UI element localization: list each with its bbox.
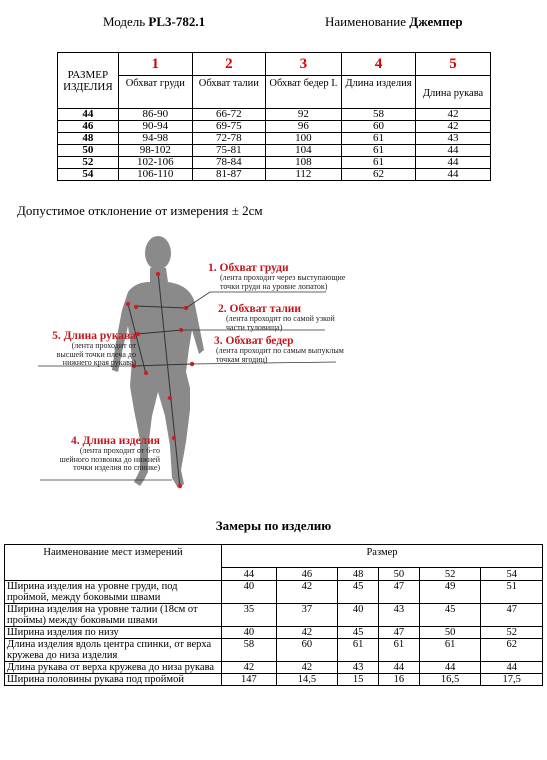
measurement-value: 44 (419, 662, 481, 674)
size-cell: 50 (58, 145, 119, 157)
size-row (58, 121, 491, 133)
value-cell: 44 (416, 157, 491, 169)
col-num: 4 (341, 53, 415, 76)
legend-desc: точки изделия по спинке) (73, 463, 160, 472)
measurement-name: Ширина изделия на уровне талии (18см от проймы) между боковыми швами (5, 604, 222, 627)
size-row (58, 169, 491, 181)
name-value: Джемпер (409, 14, 463, 29)
value-cell: 58 (341, 109, 415, 121)
value-cell: 60 (341, 121, 415, 133)
measurement-value: 45 (338, 581, 379, 604)
legend-desc: шейного позвонка до нижней (59, 454, 160, 464)
table-row (5, 639, 543, 662)
size-col-header: 54 (481, 568, 543, 581)
measurement-value: 44 (379, 662, 420, 674)
size-col-header: 50 (379, 568, 420, 581)
value-cell: 102-106 (118, 157, 192, 169)
col-num: 3 (265, 53, 341, 76)
legend-desc: (лента проходит от (71, 341, 136, 350)
legend-desc: точки груди на уровне лопаток) (220, 281, 328, 291)
measurement-value: 61 (419, 639, 481, 662)
size-table (57, 52, 491, 181)
measurement-value: 37 (276, 604, 338, 627)
measurement-value: 42 (276, 581, 338, 604)
size-row (58, 145, 491, 157)
table-row (5, 674, 543, 686)
measurement-value: 42 (276, 627, 338, 639)
measurement-value: 47 (379, 627, 420, 639)
legend-waist (218, 303, 335, 332)
legend-sleeve (40, 330, 136, 368)
value-cell: 78-84 (192, 157, 265, 169)
size-cell: 46 (58, 121, 119, 133)
measurement-value: 49 (419, 581, 481, 604)
size-header: Размер (222, 545, 543, 568)
measurement-value: 58 (222, 639, 277, 662)
size-row (58, 133, 491, 145)
value-cell: 44 (416, 169, 491, 181)
measurement-value: 40 (222, 581, 277, 604)
measurement-name: Ширина изделия по низу (5, 627, 222, 639)
measurement-name: Ширина изделия на уровне груди, под проймой, между боковыми швами (5, 581, 222, 604)
legend-desc: (лента проходит по самой узкой (226, 314, 335, 323)
legend-length (46, 435, 160, 473)
value-cell: 72-78 (192, 133, 265, 145)
value-cell: 92 (265, 109, 341, 121)
measurement-value: 40 (338, 604, 379, 627)
name-line (325, 14, 463, 30)
legend-desc: части туловища) (226, 322, 283, 332)
legend-desc: высшей точки плеча до (56, 349, 136, 359)
col-label: Длина изделия (341, 76, 415, 109)
measurement-value: 16,5 (419, 674, 481, 686)
measurement-value: 61 (338, 639, 379, 662)
measurement-name: Длина рукава от верха кружева до низа рукава (5, 662, 222, 674)
measurement-value: 35 (222, 604, 277, 627)
size-cell: 52 (58, 157, 119, 169)
value-cell: 75-81 (192, 145, 265, 157)
col-label: Обхват талии (192, 76, 265, 109)
value-cell: 90-94 (118, 121, 192, 133)
size-col-header: 46 (276, 568, 338, 581)
size-col-header: 52 (419, 568, 481, 581)
value-cell: 106-110 (118, 169, 192, 181)
value-cell: 86-90 (118, 109, 192, 121)
product-measurements-title: Замеры по изделию (215, 518, 332, 533)
measurement-name: Длина изделия вдоль центра спинки, от верха кружева до низа изделия (5, 639, 222, 662)
measurement-value: 47 (379, 581, 420, 604)
measurement-value: 45 (419, 604, 481, 627)
col-num: 1 (118, 53, 192, 76)
measurement-value: 40 (222, 627, 277, 639)
legend-title: 4. Длина изделия (70, 435, 160, 447)
size-row (58, 157, 491, 169)
legend-desc: (лента проходит по самым выпуклым (216, 346, 344, 355)
measurement-value: 61 (379, 639, 420, 662)
value-cell: 44 (416, 145, 491, 157)
measurement-value: 52 (481, 627, 543, 639)
measurement-value: 42 (222, 662, 277, 674)
value-cell: 81-87 (192, 169, 265, 181)
size-cell: 44 (58, 109, 119, 121)
legend-desc: (лента проходит через выступающие (220, 273, 346, 282)
legend-title: 3. Обхват бедер (214, 335, 294, 347)
size-row (58, 109, 491, 121)
measurement-value: 44 (481, 662, 543, 674)
name-label: Наименование (325, 14, 406, 29)
col-num: 5 (416, 53, 491, 76)
measurement-value: 62 (481, 639, 543, 662)
col-label: Обхват бедер I. (265, 76, 341, 109)
measurement-value: 47 (481, 604, 543, 627)
legend-title: 2. Обхват талии (218, 303, 302, 315)
size-cell: 48 (58, 133, 119, 145)
value-cell: 66-72 (192, 109, 265, 121)
value-cell: 62 (341, 169, 415, 181)
value-cell: 61 (341, 133, 415, 145)
value-cell: 98-102 (118, 145, 192, 157)
table-row (5, 604, 543, 627)
value-cell: 108 (265, 157, 341, 169)
table-row (5, 581, 543, 604)
measurement-value: 45 (338, 627, 379, 639)
deviation-note: Допустимое отклонение от измерения ± 2см (17, 203, 263, 218)
value-cell: 42 (416, 121, 491, 133)
legend-chest (208, 262, 345, 291)
size-col-header: 48 (338, 568, 379, 581)
legend-hips (214, 335, 344, 364)
value-cell: 112 (265, 169, 341, 181)
name-header: Наименование мест измерений (5, 545, 222, 581)
measurement-value: 50 (419, 627, 481, 639)
measurement-value: 16 (379, 674, 420, 686)
measurement-value: 15 (338, 674, 379, 686)
legend-desc: точкам ягодиц) (216, 354, 268, 364)
size-cell: 54 (58, 169, 119, 181)
value-cell: 104 (265, 145, 341, 157)
model-value: PL3-782.1 (148, 14, 206, 29)
value-cell: 61 (341, 157, 415, 169)
product-measurements-table (4, 544, 543, 686)
measurement-value: 43 (379, 604, 420, 627)
table-row (5, 662, 543, 674)
legend-title: 5. Длина рукава (52, 330, 136, 342)
size-col-header: 44 (222, 568, 277, 581)
model-label: Модель (103, 14, 146, 29)
measurement-value: 42 (276, 662, 338, 674)
col-label: Длина рукава (416, 76, 491, 109)
value-cell: 69-75 (192, 121, 265, 133)
model-line (103, 14, 205, 30)
measurement-value: 14,5 (276, 674, 338, 686)
measurement-name: Ширина половины рукава под проймой (5, 674, 222, 686)
col-num: 2 (192, 53, 265, 76)
value-cell: 61 (341, 145, 415, 157)
value-cell: 94-98 (118, 133, 192, 145)
measurement-value: 51 (481, 581, 543, 604)
value-cell: 42 (416, 109, 491, 121)
value-cell: 100 (265, 133, 341, 145)
measurement-value: 43 (338, 662, 379, 674)
value-cell: 96 (265, 121, 341, 133)
size-header: РАЗМЕР ИЗДЕЛИЯ (58, 53, 119, 109)
legend-desc: (лента проходит от 6-го (79, 446, 160, 455)
value-cell: 43 (416, 133, 491, 145)
legend-title: 1. Обхват груди (208, 262, 289, 274)
table-row (5, 627, 543, 639)
measurement-value: 147 (222, 674, 277, 686)
measurement-value: 17,5 (481, 674, 543, 686)
measurement-value: 60 (276, 639, 338, 662)
legend-desc: нижнего края рукава) (62, 358, 136, 367)
col-label: Обхват груди (118, 76, 192, 109)
